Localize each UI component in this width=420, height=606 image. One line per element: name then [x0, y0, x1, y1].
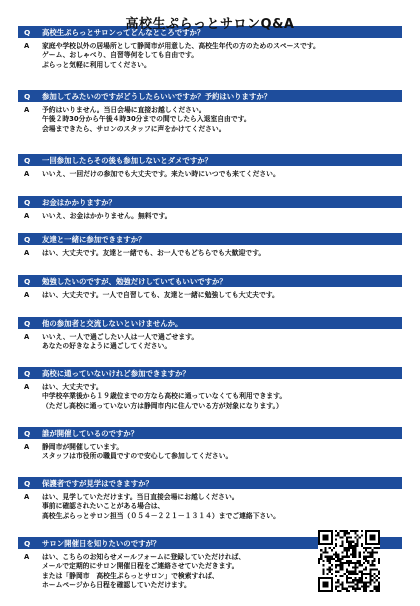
answer: [18, 329, 402, 361]
question-bar: [18, 275, 402, 287]
question-mark: Q: [24, 276, 31, 286]
answer-line: 高校生ぷらっとサロン担当（０５４－２２１－１３１４）までご連絡下さい。: [42, 511, 280, 520]
answer-mark: A: [24, 212, 30, 220]
answer-line: はい、大丈夫です。一人で自習しても、友達と一緒に勉強しても大丈夫です。: [42, 291, 279, 299]
answer-line: ホームページから日程を確認していただけます。: [42, 581, 191, 590]
qa-item: [18, 367, 402, 421]
answer-line: 午後２時30分から午後４時30分までの間でしたら入退室自由です。: [42, 115, 251, 124]
question-text: 一回参加したらその後も参加しないとダメですか？: [42, 155, 212, 165]
question-bar: [18, 427, 402, 439]
answer: [18, 245, 402, 269]
qa-item: [18, 154, 402, 190]
answer-mark: A: [24, 553, 30, 561]
question-text: 高校生ぷらっとサロンってどんなところですか？: [42, 27, 205, 37]
answer: [18, 102, 402, 148]
answer-body: [42, 249, 396, 269]
question-text: 誰が開催しているのですか？: [42, 428, 139, 438]
qa-item: [18, 275, 402, 311]
answer-mark: A: [24, 291, 30, 299]
answer-mark: A: [24, 443, 30, 451]
qa-item: [18, 26, 402, 84]
answer-mark: A: [24, 383, 30, 391]
qa-item: [18, 477, 402, 531]
answer: [18, 38, 402, 84]
answer-body: [42, 291, 396, 311]
answer-line: いいえ、一回だけの参加でも大丈夫です。来たい時にいつでも来てください。: [42, 170, 280, 178]
question-mark: Q: [24, 234, 31, 244]
answer-line: いいえ、一人で過ごしたい人は一人で過ごせます。: [42, 333, 199, 341]
answer-line: いいえ、お金はかかりません。無料です。: [42, 212, 172, 220]
answer-mark: A: [24, 333, 30, 341]
question-text: お金はかかりますか？: [42, 197, 116, 207]
answer-body: [42, 493, 396, 531]
answer-body: [42, 212, 396, 227]
question-mark: Q: [24, 478, 31, 488]
answer-line: ぷらっと気軽に利用してください。: [42, 60, 151, 69]
answer: [18, 208, 402, 227]
question-text: 友達と一緒に参加できますか？: [42, 234, 146, 244]
answer-line: あなたの好きなように過ごしてください。: [42, 342, 172, 351]
qr-code-image: [318, 530, 380, 592]
answer-line: ゲーム、おしゃべり、自習等何をしても自由です。: [42, 51, 198, 60]
answer: [18, 379, 402, 421]
answer-mark: A: [24, 170, 30, 178]
answer-body: [42, 553, 332, 597]
answer-body: [42, 383, 396, 421]
question-text: 参加してみたいのですがどうしたらいいですか？予約はいりますか？: [42, 91, 272, 101]
question-mark: Q: [24, 91, 31, 101]
answer: [18, 166, 402, 190]
question-bar: [18, 477, 402, 489]
qa-item: [18, 317, 402, 361]
qa-list: [18, 26, 402, 597]
answer-body: [42, 42, 396, 84]
answer-body: [42, 170, 396, 190]
answer-line: はい、見学していただけます。当日直接会場にお越しください。: [42, 493, 239, 501]
answer-line: （ただし高校に通っていない方は静岡市内に住んでいる方が対象になります。）: [42, 401, 283, 410]
answer-line: 家庭や学校以外の居場所として静岡市が用意した、高校生年代の方のためのスペースです。: [42, 42, 320, 50]
answer-line: スタッフは市役所の職員ですので安心して参加してください。: [42, 452, 233, 461]
answer-mark: A: [24, 106, 30, 114]
answer-mark: A: [24, 493, 30, 501]
answer-mark: A: [24, 42, 30, 50]
answer-line: はい、こちらのお知らせメールフォームに登録していただければ、: [42, 553, 246, 561]
question-bar: [18, 26, 402, 38]
answer: [18, 489, 402, 531]
answer: [18, 439, 402, 471]
answer-body: [42, 106, 396, 148]
answer: [18, 287, 402, 311]
answer-line: または「静岡市 高校生ぷらっとサロン」で検索すれば、: [42, 571, 219, 580]
question-bar: [18, 367, 402, 379]
question-bar: [18, 196, 402, 208]
answer-line: 会場まできたら、サロンのスタッフに声をかけてください。: [42, 124, 226, 133]
question-text: サロン開催日を知りたいのですが？: [42, 538, 161, 548]
qa-item: [18, 233, 402, 269]
answer-body: [42, 333, 396, 361]
answer-line: 静岡市が開催しています。: [42, 443, 124, 451]
answer-mark: A: [24, 249, 30, 257]
qr-code[interactable]: [318, 530, 380, 592]
question-mark: Q: [24, 27, 31, 37]
question-text: 高校に通っていないけれど参加できますか？: [42, 368, 190, 378]
question-mark: Q: [24, 197, 31, 207]
answer-line: 事前に確認されたいことがある場合は、: [42, 502, 165, 511]
qa-item: [18, 427, 402, 471]
answer-line: 予約はいりません。当日会場に直接お越しください。: [42, 106, 206, 114]
answer-body: [42, 443, 396, 471]
question-text: 他の参加者と交流しないといけませんか。: [42, 318, 183, 328]
qa-item: [18, 196, 402, 227]
answer-line: メールで定期的にサロン開催日程をご連絡させていただきます。: [42, 562, 239, 571]
question-text: 勉強したいのですが、勉強だけしていてもいいですか？: [42, 276, 227, 286]
question-bar: [18, 90, 402, 102]
question-mark: Q: [24, 318, 31, 328]
question-mark: Q: [24, 538, 31, 548]
question-bar: [18, 317, 402, 329]
answer-line: はい、大丈夫です。友達と一緒でも、お一人でもどちらでも大歓迎です。: [42, 249, 266, 257]
answer-line: はい、大丈夫です。: [42, 383, 103, 391]
question-bar: [18, 233, 402, 245]
question-mark: Q: [24, 428, 31, 438]
answer-line: 中学校卒業後から１９歳位までの方なら高校に通っていなくても利用できます。: [42, 392, 287, 401]
question-bar: [18, 154, 402, 166]
qa-item: [18, 90, 402, 148]
question-text: 保護者ですが見学はできますか？: [42, 478, 153, 488]
page-title: 高校生ぷらっとサロンQ&A: [125, 17, 295, 32]
question-mark: Q: [24, 368, 31, 378]
question-mark: Q: [24, 155, 31, 165]
